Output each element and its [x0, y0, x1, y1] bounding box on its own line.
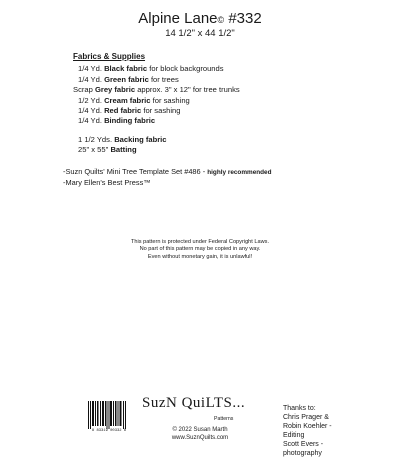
supply-qty: Scrap [73, 85, 93, 95]
legal-notice [80, 239, 320, 261]
supply-desc: approx. 3" x 12" for tree trunks [137, 85, 240, 95]
supply-item [73, 135, 373, 145]
thanks-line: photography [283, 449, 322, 457]
website-link: www.SuznQuilts.com [171, 435, 229, 441]
supply-qty: 1/4 Yd. [78, 106, 102, 116]
logo-patterns-label: Patterns [214, 416, 234, 422]
supplies-heading: Fabrics & Supplies [73, 52, 146, 61]
supply-qty: 1/4 Yd. [78, 64, 102, 74]
supply-name: Cream fabric [104, 95, 151, 105]
legal-line: No part of this pattern may be copied in any way. [139, 246, 261, 253]
supply-qty: 1 1/2 Yds. [78, 134, 113, 144]
thanks-line: Scott Evers - [283, 440, 324, 448]
supply-name: Backing fabric [114, 134, 167, 144]
supply-desc: for sashing [143, 106, 181, 116]
brand-logo: SuzN QuiLTS... [142, 395, 246, 411]
supply-desc: for sashing [152, 95, 190, 105]
pattern-number: #332 [228, 10, 262, 27]
supply-name: Green fabric [104, 74, 149, 84]
note-template [63, 167, 272, 178]
supply-name: Binding fabric [104, 116, 156, 126]
thanks-line: Editing [283, 431, 305, 439]
copyright-block [150, 426, 250, 442]
thanks-line: Thanks to: [283, 405, 316, 412]
note-text: -Suzn Quilts' Mini Tree Template Set #486 - [63, 167, 208, 176]
supply-desc: for block backgrounds [149, 64, 224, 74]
supply-desc: for trees [150, 74, 179, 84]
supply-item [73, 96, 373, 106]
supply-name: Black fabric [104, 64, 148, 74]
thanks-line: Chris Prager & [283, 413, 329, 421]
supply-item [73, 85, 373, 95]
barcode-number: 8 83319 00332 8 [91, 429, 127, 433]
supply-name: Grey fabric [94, 85, 136, 95]
legal-line: Even without monetary gain, it is unlawful! [147, 253, 253, 260]
supply-item [73, 145, 373, 155]
notes [63, 167, 272, 188]
copyright-line: © 2022 Susan Marth [172, 427, 228, 433]
supply-item [73, 116, 373, 126]
supply-qty: 1/4 Yd. [78, 74, 102, 84]
supply-name: Red fabric [104, 106, 142, 116]
supply-item [73, 106, 373, 116]
thanks-line: Robin Koehler - [283, 422, 332, 430]
supply-item [73, 75, 373, 85]
note-emphasis: highly recommended [207, 169, 272, 176]
supplies-list [73, 52, 373, 156]
finished-size: 14 1/2" x 44 1/2" [165, 28, 235, 39]
supply-qty: 25" x 55" [78, 145, 109, 155]
copyright-mark: © [217, 15, 225, 25]
legal-line: This pattern is protected under Federal Copyright Laws. [130, 239, 270, 245]
supply-item [73, 64, 373, 74]
title-text: Alpine Lane [138, 10, 218, 27]
supply-name: Batting [110, 145, 137, 155]
barcode-icon [88, 401, 126, 429]
supply-qty: 1/4 Yd. [78, 116, 102, 126]
supply-qty: 1/2 Yd. [78, 95, 102, 105]
note-press: -Mary Ellen's Best Press™ [63, 178, 151, 187]
pattern-title [0, 10, 400, 29]
thanks-block [283, 405, 378, 458]
